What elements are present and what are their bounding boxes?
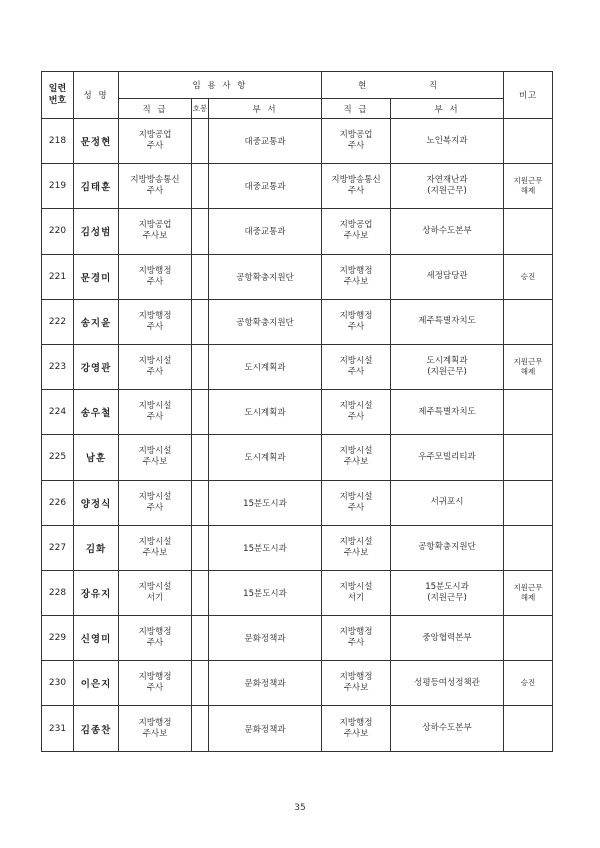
current-department-cell: 자연재난과 (지원근무) xyxy=(391,164,504,209)
remarks-cell xyxy=(504,299,553,344)
pay-grade-cell xyxy=(192,344,209,389)
serial-number-cell: 218 xyxy=(42,119,74,164)
header-current-rank: 직 급 xyxy=(322,99,391,119)
name-cell: 장유지 xyxy=(74,570,119,615)
current-department-cell: 도시계획과 (지원근무) xyxy=(391,344,504,389)
current-department-cell: 상하수도본부 xyxy=(391,706,504,751)
department-cell: 문화정책과 xyxy=(209,616,322,661)
remarks-cell xyxy=(504,616,553,661)
rank-cell: 지방시설 주사보 xyxy=(119,435,192,480)
pay-grade-cell xyxy=(192,706,209,751)
header-serial-number: 일련 번호 xyxy=(42,72,74,119)
current-department-cell: 중앙협력본부 xyxy=(391,616,504,661)
table-row xyxy=(42,390,553,435)
table-row xyxy=(42,299,553,344)
current-department-cell: 세정담당관 xyxy=(391,254,504,299)
current-rank-cell: 지방행정 주사 xyxy=(322,616,391,661)
current-rank-cell: 지방시설 주사 xyxy=(322,344,391,389)
header-remarks: 비고 xyxy=(504,72,553,119)
name-cell: 김성범 xyxy=(74,209,119,254)
header-rank: 직 급 xyxy=(119,99,192,119)
table-row xyxy=(42,435,553,480)
current-rank-cell: 지방행정 주사보 xyxy=(322,661,391,706)
department-cell: 대중교통과 xyxy=(209,209,322,254)
serial-number-cell: 226 xyxy=(42,480,74,525)
name-cell: 양정식 xyxy=(74,480,119,525)
rank-cell: 지방시설 주사보 xyxy=(119,525,192,570)
name-cell: 송지윤 xyxy=(74,299,119,344)
current-department-cell: 서귀포시 xyxy=(391,480,504,525)
pay-grade-cell xyxy=(192,480,209,525)
current-department-cell: 상하수도본부 xyxy=(391,209,504,254)
name-cell: 남훈 xyxy=(74,435,119,480)
rank-cell: 지방공업 주사 xyxy=(119,119,192,164)
remarks-cell xyxy=(504,435,553,480)
current-rank-cell: 지방행정 주사 xyxy=(322,299,391,344)
serial-number-cell: 223 xyxy=(42,344,74,389)
header-row-1 xyxy=(42,72,553,99)
department-cell: 문화정책과 xyxy=(209,706,322,751)
pay-grade-cell xyxy=(192,661,209,706)
rank-cell: 지방행정 주사 xyxy=(119,661,192,706)
current-department-cell: 노인복지과 xyxy=(391,119,504,164)
current-rank-cell: 지방공업 주사보 xyxy=(322,209,391,254)
current-department-cell: 15분도시과 (지원근무) xyxy=(391,570,504,615)
current-rank-cell: 지방시설 주사 xyxy=(322,480,391,525)
rank-cell: 지방행정 주사 xyxy=(119,254,192,299)
department-cell: 대중교통과 xyxy=(209,119,322,164)
pay-grade-cell xyxy=(192,299,209,344)
remarks-cell xyxy=(504,209,553,254)
serial-number-cell: 221 xyxy=(42,254,74,299)
rank-cell: 지방공업 주사보 xyxy=(119,209,192,254)
table-row xyxy=(42,570,553,615)
remarks-cell xyxy=(504,525,553,570)
current-rank-cell: 지방공업 주사 xyxy=(322,119,391,164)
remarks-cell: 승진 xyxy=(504,254,553,299)
remarks-cell: 지원근무 해제 xyxy=(504,344,553,389)
current-rank-cell: 지방방송통신 주사 xyxy=(322,164,391,209)
pay-grade-cell xyxy=(192,435,209,480)
current-rank-cell: 지방시설 서기 xyxy=(322,570,391,615)
header-department: 부 서 xyxy=(209,99,322,119)
rank-cell: 지방시설 주사 xyxy=(119,390,192,435)
name-cell: 문경미 xyxy=(74,254,119,299)
serial-number-cell: 229 xyxy=(42,616,74,661)
header-row-2 xyxy=(42,99,553,119)
table-row xyxy=(42,661,553,706)
rank-cell: 지방행정 주사 xyxy=(119,299,192,344)
table-row xyxy=(42,209,553,254)
table-row xyxy=(42,164,553,209)
remarks-cell xyxy=(504,390,553,435)
current-department-cell: 공항확충지원단 xyxy=(391,525,504,570)
header-current-post: 현 직 xyxy=(322,72,504,99)
department-cell: 도시계획과 xyxy=(209,344,322,389)
header-name: 성 명 xyxy=(74,72,119,119)
remarks-cell: 지원근무 해제 xyxy=(504,164,553,209)
table-row xyxy=(42,616,553,661)
remarks-cell xyxy=(504,119,553,164)
department-cell: 15분도시과 xyxy=(209,570,322,615)
name-cell: 김종찬 xyxy=(74,706,119,751)
current-rank-cell: 지방행정 주사보 xyxy=(322,254,391,299)
serial-number-cell: 230 xyxy=(42,661,74,706)
pay-grade-cell xyxy=(192,119,209,164)
pay-grade-cell xyxy=(192,209,209,254)
current-rank-cell: 지방시설 주사보 xyxy=(322,435,391,480)
current-rank-cell: 지방행정 주사보 xyxy=(322,706,391,751)
department-cell: 15분도시과 xyxy=(209,525,322,570)
appointment-table xyxy=(41,71,553,752)
serial-number-cell: 228 xyxy=(42,570,74,615)
current-department-cell: 성평등여성정책관 xyxy=(391,661,504,706)
rank-cell: 지방행정 주사 xyxy=(119,616,192,661)
department-cell: 문화정책과 xyxy=(209,661,322,706)
current-department-cell: 우주모빌리티과 xyxy=(391,435,504,480)
table-row xyxy=(42,706,553,751)
remarks-cell xyxy=(504,706,553,751)
remarks-cell: 지원근무 해제 xyxy=(504,570,553,615)
header-appointment: 임 용 사 항 xyxy=(119,72,322,99)
rank-cell: 지방시설 주사 xyxy=(119,344,192,389)
table-row xyxy=(42,344,553,389)
serial-number-cell: 224 xyxy=(42,390,74,435)
page-number: 35 xyxy=(294,803,306,813)
name-cell: 김태훈 xyxy=(74,164,119,209)
header-current-department: 부 서 xyxy=(391,99,504,119)
table-body xyxy=(42,119,553,752)
remarks-cell: 승진 xyxy=(504,661,553,706)
pay-grade-cell xyxy=(192,616,209,661)
serial-number-cell: 225 xyxy=(42,435,74,480)
serial-number-cell: 222 xyxy=(42,299,74,344)
name-cell: 문정현 xyxy=(74,119,119,164)
table-row xyxy=(42,480,553,525)
department-cell: 도시계획과 xyxy=(209,390,322,435)
department-cell: 15분도시과 xyxy=(209,480,322,525)
rank-cell: 지방시설 주사 xyxy=(119,480,192,525)
name-cell: 신영미 xyxy=(74,616,119,661)
serial-number-cell: 220 xyxy=(42,209,74,254)
current-department-cell: 제주특별자치도 xyxy=(391,299,504,344)
department-cell: 공항확충지원단 xyxy=(209,254,322,299)
department-cell: 공항확충지원단 xyxy=(209,299,322,344)
name-cell: 김화 xyxy=(74,525,119,570)
pay-grade-cell xyxy=(192,570,209,615)
serial-number-cell: 231 xyxy=(42,706,74,751)
table-row xyxy=(42,254,553,299)
current-department-cell: 제주특별자치도 xyxy=(391,390,504,435)
current-rank-cell: 지방시설 주사 xyxy=(322,390,391,435)
serial-number-cell: 227 xyxy=(42,525,74,570)
pay-grade-cell xyxy=(192,254,209,299)
rank-cell: 지방행정 주사보 xyxy=(119,706,192,751)
table-row xyxy=(42,525,553,570)
rank-cell: 지방시설 서기 xyxy=(119,570,192,615)
pay-grade-cell xyxy=(192,390,209,435)
name-cell: 송우철 xyxy=(74,390,119,435)
header-pay-grade: 호봉 xyxy=(192,99,209,119)
name-cell: 이은지 xyxy=(74,661,119,706)
department-cell: 대중교통과 xyxy=(209,164,322,209)
department-cell: 도시계획과 xyxy=(209,435,322,480)
pay-grade-cell xyxy=(192,164,209,209)
remarks-cell xyxy=(504,480,553,525)
name-cell: 강영관 xyxy=(74,344,119,389)
rank-cell: 지방방송통신 주사 xyxy=(119,164,192,209)
current-rank-cell: 지방시설 주사보 xyxy=(322,525,391,570)
table-row xyxy=(42,119,553,164)
pay-grade-cell xyxy=(192,525,209,570)
serial-number-cell: 219 xyxy=(42,164,74,209)
